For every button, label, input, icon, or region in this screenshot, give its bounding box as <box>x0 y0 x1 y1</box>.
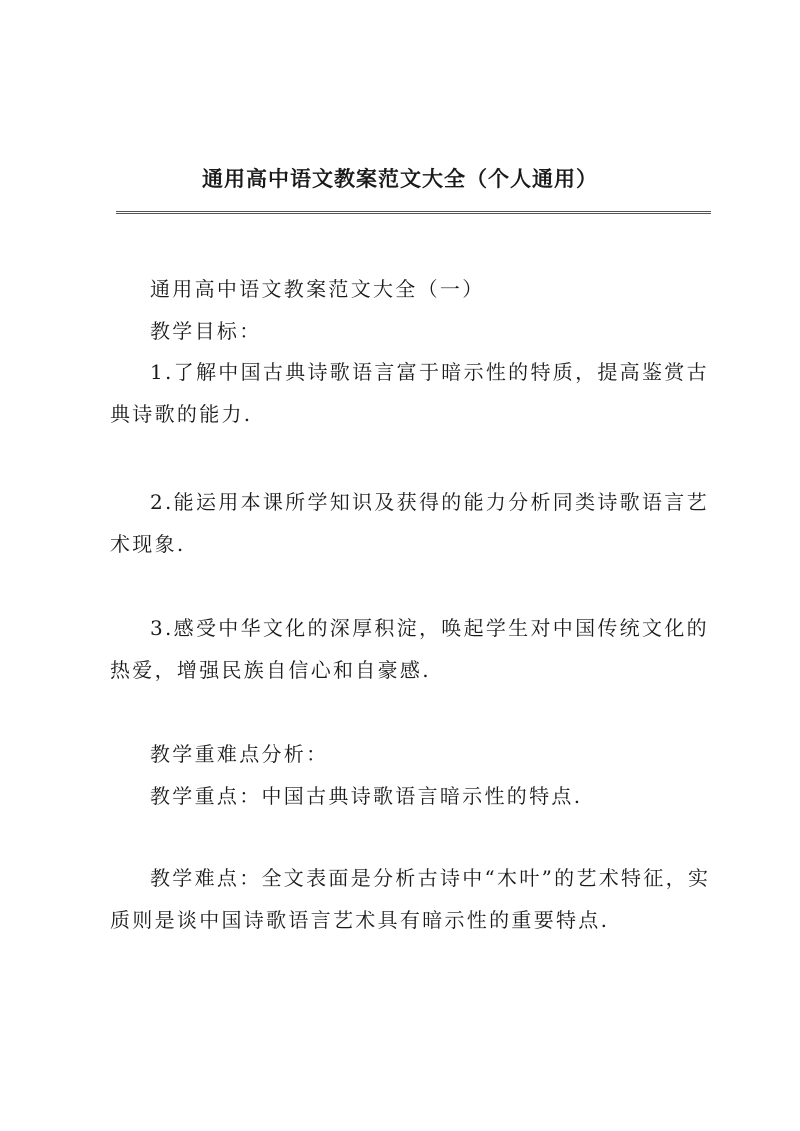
objective-item-1: 1.了解中国古典诗歌语言富于暗示性的特质，提高鉴赏古典诗歌的能力. <box>110 360 709 426</box>
section-heading: 通用高中语文教案范文大全（一） <box>150 277 485 301</box>
key-difficult-points-label: 教学重难点分析： <box>150 742 329 766</box>
key-point: 教学重点：中国古典诗歌语言暗示性的特点. <box>150 784 583 808</box>
objective-item-2: 2.能运用本课所学知识及获得的能力分析同类诗歌语言艺术现象. <box>110 490 709 556</box>
document-title: 通用高中语文教案范文大全（个人通用） <box>202 167 598 191</box>
difficult-point: 教学难点：全文表面是分析古诗中“木叶”的艺术特征，实质则是谈中国诗歌语言艺术具有暗示性的重要特点. <box>110 866 711 932</box>
objectives-label: 教学目标： <box>150 319 262 343</box>
objective-item-3: 3.感受中华文化的深厚积淀，唤起学生对中国传统文化的热爱，增强民族自信心和自豪感. <box>110 616 709 682</box>
title-divider <box>116 211 711 214</box>
